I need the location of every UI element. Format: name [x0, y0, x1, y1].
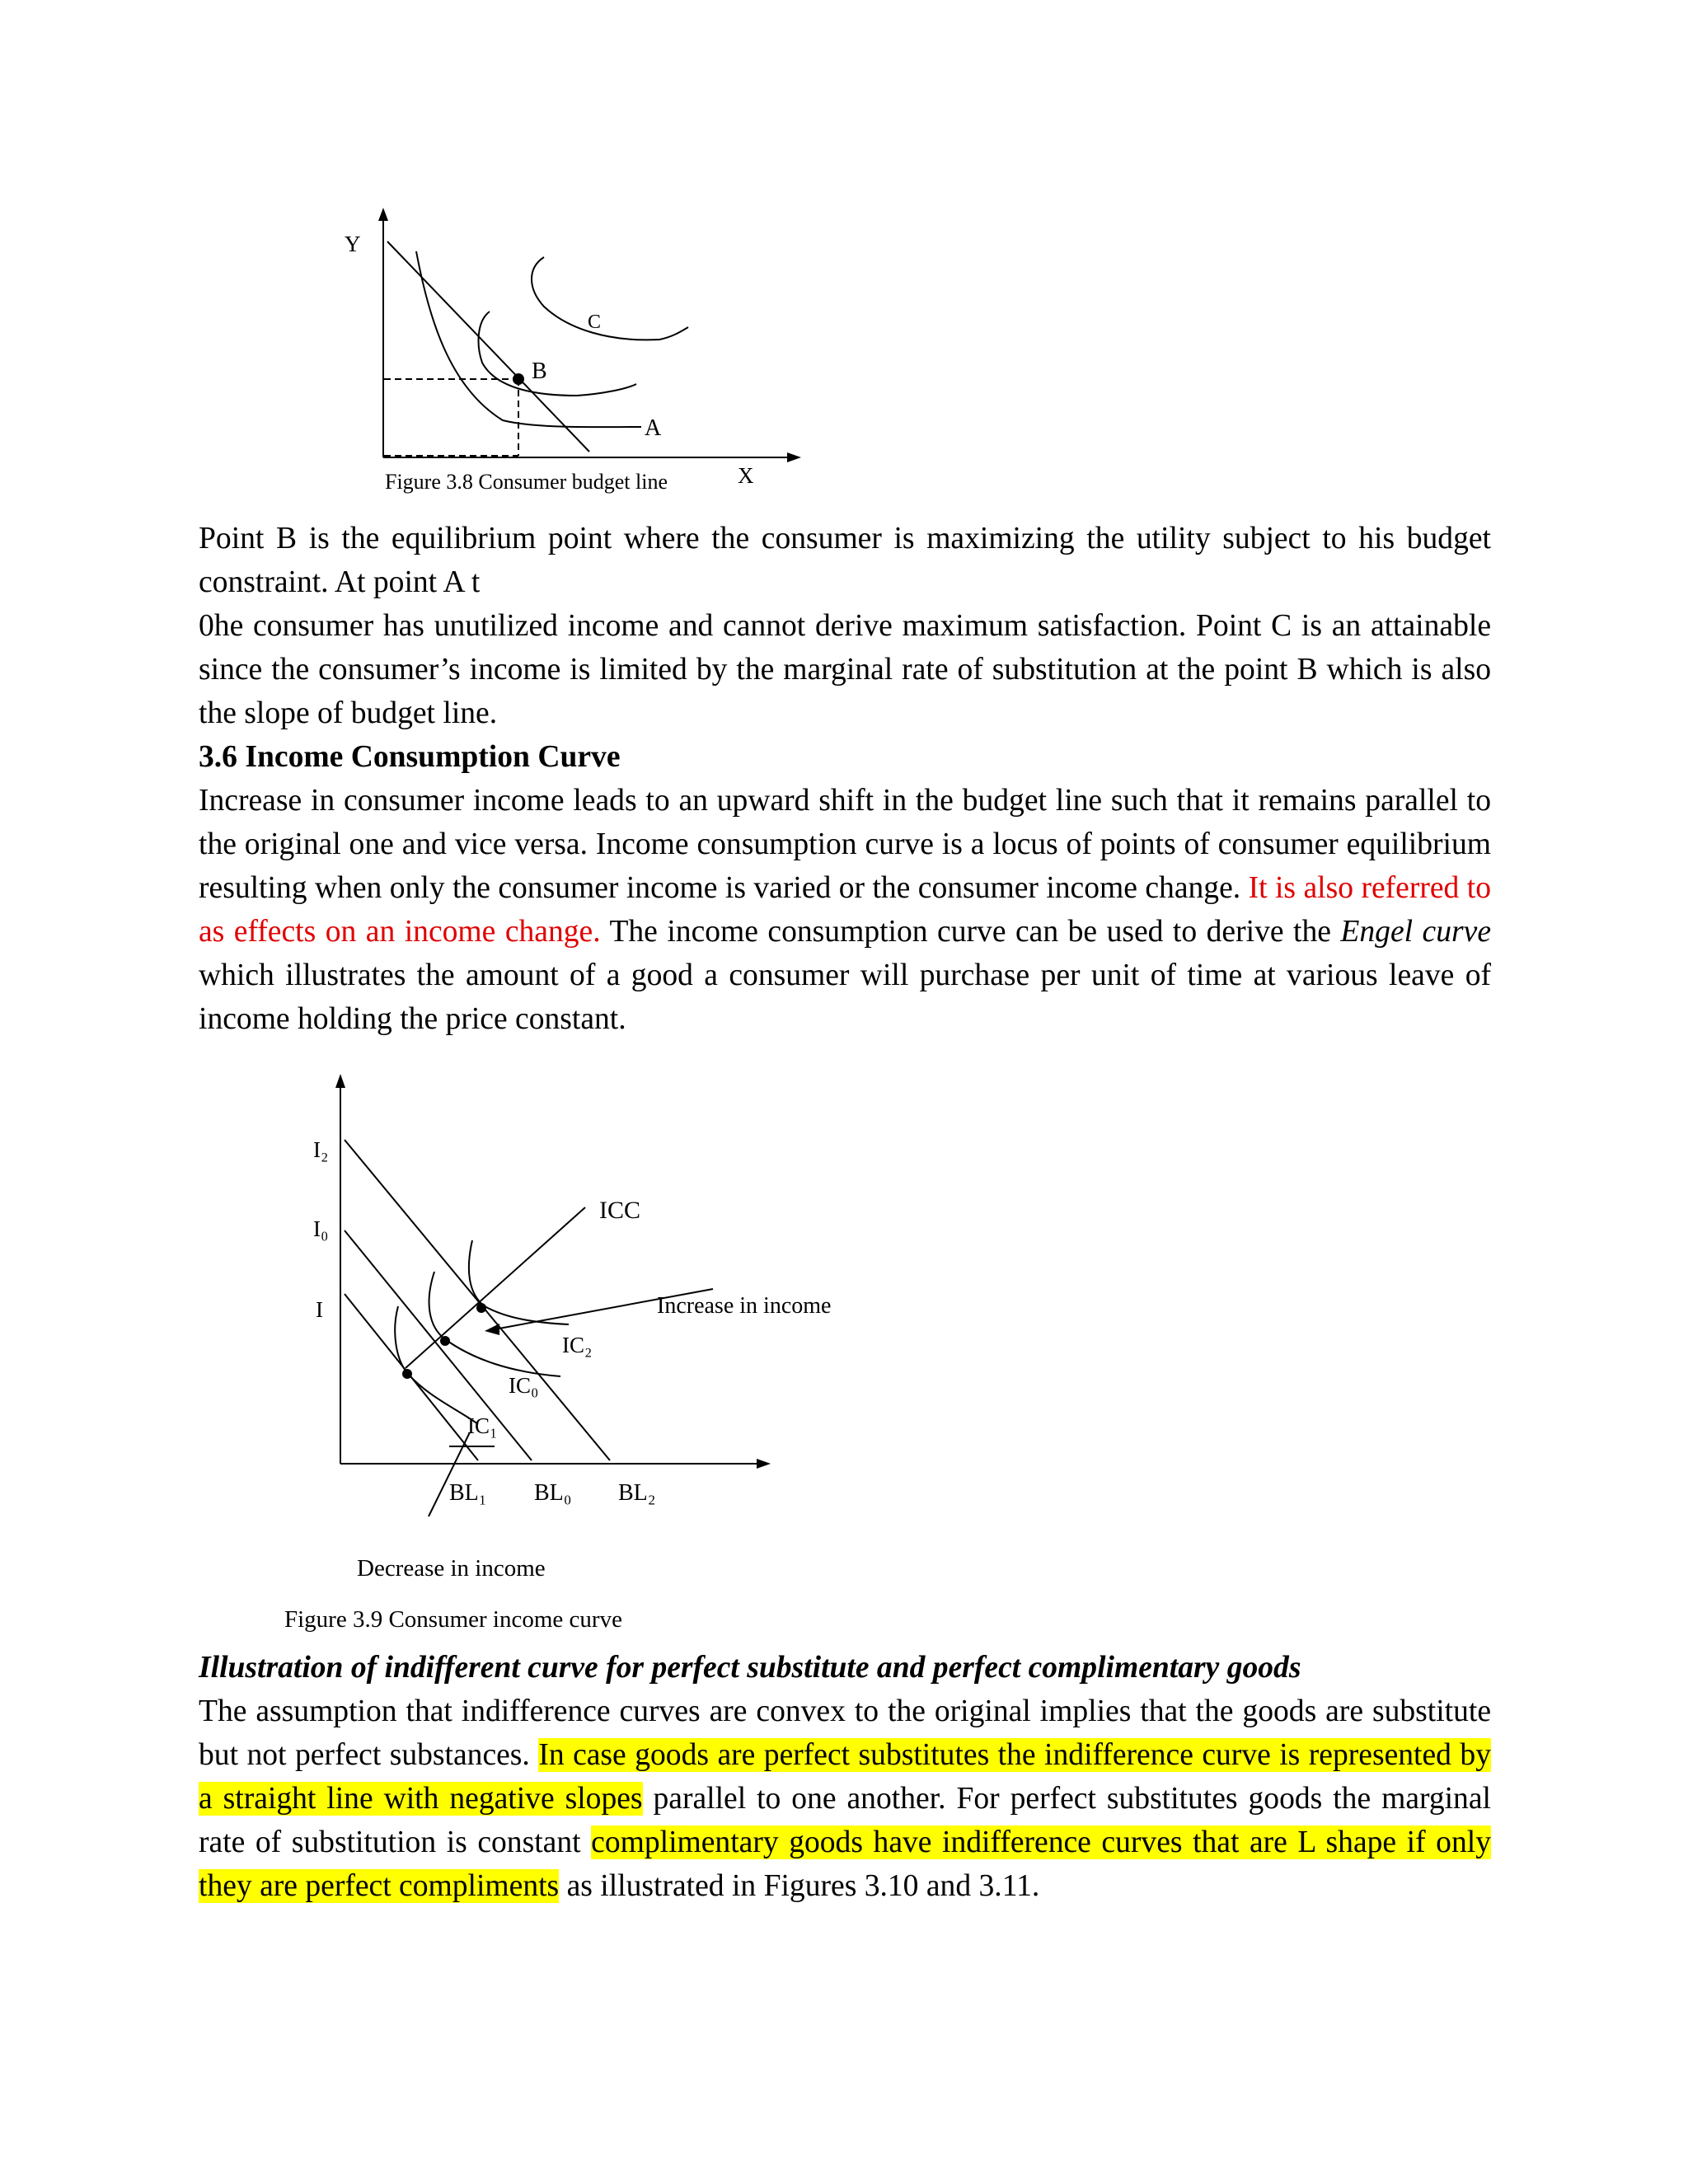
- text-span: as illustrated in Figures 3.10 and 3.11.: [566, 1869, 1040, 1903]
- figure-consumer-income-curve: [264, 1055, 890, 1648]
- figure-caption: Figure 3.8 Consumer budget line: [385, 470, 668, 494]
- highlighted-text: complimentary goods have indifference curves that are L shape if only they are perfect compliments: [199, 1825, 1491, 1903]
- y-label-i2: I₂: [313, 1137, 329, 1162]
- text-span: The income consumption curve can be used to derive the: [609, 915, 1331, 949]
- ic1-label: IC₁: [467, 1413, 498, 1438]
- equilibrium-point-b: [513, 373, 524, 385]
- paragraph-perfect-goods: [199, 1690, 1491, 1908]
- point-b-label: B: [532, 359, 547, 384]
- paragraph-line: 0he consumer has unutilized income and cannot derive maximum satisfaction. Point C is an attainable since the consumer’s income is limited by the marginal rate of substitution at the point B which is also the slope of budget line.: [199, 609, 1491, 730]
- highlighted-text: In case goods are perfect substitutes the indifference curve is represented by a straight line with negative slopes: [199, 1738, 1491, 1816]
- x-axis-arrow: [787, 452, 801, 462]
- equilibrium-point-ic0: [440, 1336, 450, 1346]
- bl0-label: BL₀: [534, 1480, 572, 1506]
- increase-label: Increase in income: [657, 1293, 832, 1319]
- budget-line-bl2: [345, 1140, 610, 1460]
- text-span: which illustrates the amount of a good a consumer will purchase per unit of time at various leave of income holding the price constant.: [199, 958, 1491, 1036]
- engel-curve-term: Engel curve: [1340, 915, 1492, 949]
- decrease-label: Decrease in income: [357, 1555, 546, 1582]
- bl1-label: BL₁: [449, 1480, 487, 1506]
- icc-label: ICC: [599, 1197, 641, 1224]
- text-span: parallel to one another. For perfect substitutes goods the marginal rate of substitution is constant: [199, 1782, 1491, 1859]
- indifference-curve-b: [479, 312, 636, 396]
- red-text-span: It is also referred to as effects on an income change.: [199, 871, 1491, 949]
- y-axis-arrow: [335, 1074, 345, 1088]
- paragraph-line: Point B is the equilibrium point where the consumer is maximizing the utility subject to his budget: [199, 522, 1491, 555]
- increase-arrow-head: [485, 1324, 499, 1335]
- figure-consumer-budget-line: [313, 190, 824, 503]
- point-c-label: C: [588, 312, 602, 333]
- equilibrium-point-ic2: [476, 1303, 486, 1313]
- ic0-label: IC₀: [509, 1373, 539, 1398]
- paragraph-income-consumption: [199, 779, 1491, 1041]
- y-label-i0: I₀: [313, 1216, 329, 1241]
- section-heading: 3.6 Income Consumption Curve: [199, 740, 621, 774]
- text-span: The assumption that indifference curves are convex to the original implies that the goods are substitute but not perfect substances.: [199, 1694, 1491, 1772]
- y-axis-label: Y: [345, 232, 361, 256]
- indifference-curve-ic1: [395, 1306, 478, 1424]
- subheading-perfect-goods: Illustration of indifferent curve for perfect substitute and perfect complimentary goods: [199, 1651, 1301, 1685]
- equilibrium-point-ic1: [402, 1369, 412, 1379]
- y-label-i: I: [316, 1297, 323, 1322]
- paragraph-equilibrium: [199, 517, 1491, 735]
- y-axis-arrow: [378, 208, 388, 221]
- bl2-label: BL₂: [618, 1480, 656, 1506]
- x-axis-label: X: [738, 463, 754, 488]
- figure-caption: Figure 3.9 Consumer income curve: [284, 1606, 622, 1633]
- icc-line: [406, 1207, 585, 1368]
- indifference-curve-a: [416, 251, 641, 427]
- ic2-label: IC₂: [562, 1333, 593, 1357]
- text-span: Increase in consumer income leads to an upward shift in the budget line such that it remains parallel to the original one and vice versa. Income consumption curve is a locus of points of consumer equilibrium resulting when only the consumer income is varied or the consumer income change.: [199, 784, 1491, 905]
- point-a-label: A: [645, 415, 662, 441]
- budget-line: [387, 241, 589, 452]
- budget-line-bl0: [345, 1230, 532, 1460]
- indifference-curve-c: [532, 257, 688, 340]
- x-axis-arrow: [757, 1459, 771, 1469]
- paragraph-line: constraint. At point A t: [199, 565, 481, 599]
